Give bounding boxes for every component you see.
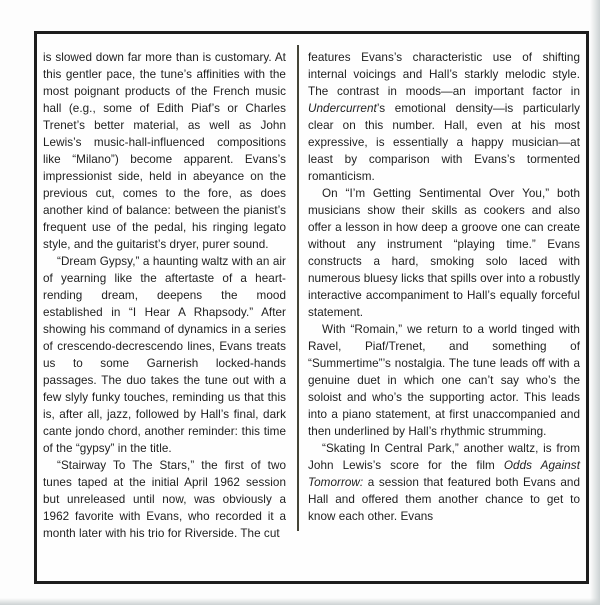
paragraph [308, 321, 580, 440]
column-divider-rule [297, 45, 299, 531]
paragraph [43, 253, 286, 457]
text-run: On “I’m Getting Sentimental Over You,” both musicians show their skills as cookers and also offer a lesson in how deep a groove one can create without any instrument “playing time.” Evans constructs a hard, smoking solo laced with numerous bluesy licks that spills over into a robustly interactive accompaniment to Hall’s equally forceful statement. [308, 187, 580, 319]
paragraph [43, 49, 286, 253]
paragraph [308, 185, 580, 321]
text-run: “Dream Gypsy,” a haunting waltz with an air of yearning like the aftertaste of a heart-rending dream, deepens the mood established in “I Hear A Rhapsody.” After showing his command of dynamics in a series of crescendo-decrescendo lines, Evans treats us to some Garnerish locked-hands passages. The duo takes the tune out with a few slyly funky touches, reminding us that this is, after all, jazz, followed by Hall’s final, dark cante jondo chord, another reminder: this time of the “gypsy” in the title. [43, 255, 286, 455]
text-run: a session that featured both Evans and Hall and offered them another chance to get to know each other. Evans [308, 476, 580, 523]
text-column-right [308, 49, 580, 525]
italic-text-run: Undercurrent [308, 102, 377, 115]
text-run: “Stairway To The Stars,” the first of two tunes taped at the initial April 1962 session but unreleased until now, was obviously a 1962 favorite with Evans, who recorded it a month later with his trio for Riverside. The cut [43, 459, 286, 540]
text-run: “Skating In Central Park,” another waltz, is from John Lewis’s score for the film [308, 442, 580, 472]
text-column-left [43, 49, 286, 542]
paragraph [308, 440, 580, 525]
text-run: is slowed down far more than is customary. At this gentler pace, the tune’s affinities with the most poignant products of the French music hall (e.g., some of Edith Piaf’s or Charles Trenet’s better material, as well as John Lewis’s music-hall-influenced compositions like “Milano”) become apparent. Evans’s impressionist side, held in abeyance on the previous cut, comes to the fore, as does another kind of balance: between the pianist’s frequent use of the pedal, his ringing legato style, and the guitarist’s dryer, purer sound. [43, 51, 286, 251]
text-run: ’s emotional density—is particularly clear on this number. Hall, even at his most expressive, is essentially a happy musician—at least by comparison with Evans’s tormented romanticism. [308, 102, 580, 183]
text-run: features Evans’s characteristic use of shifting internal voicings and Hall’s starkly melodic style. The contrast in moods—an important factor in [308, 51, 580, 98]
italic-text-run: Odds Against Tomorrow: [308, 459, 580, 489]
text-run: With “Romain,” we return to a world tinged with Ravel, Piaf/Trenet, and something of “Summertime”’s nostalgia. The tune leads off with a genuine duet in which one can’t say who’s the soloist and who’s the supporting actor. This leads into a piano statement, at first unaccompanied and then underlined by Hall’s rhythmic strumming. [308, 323, 580, 438]
scan-edge-shadow-right [590, 0, 600, 605]
scan-edge-shadow-bottom [0, 598, 600, 605]
paragraph [43, 457, 286, 542]
paragraph [308, 49, 580, 185]
page-border-frame [34, 31, 589, 584]
